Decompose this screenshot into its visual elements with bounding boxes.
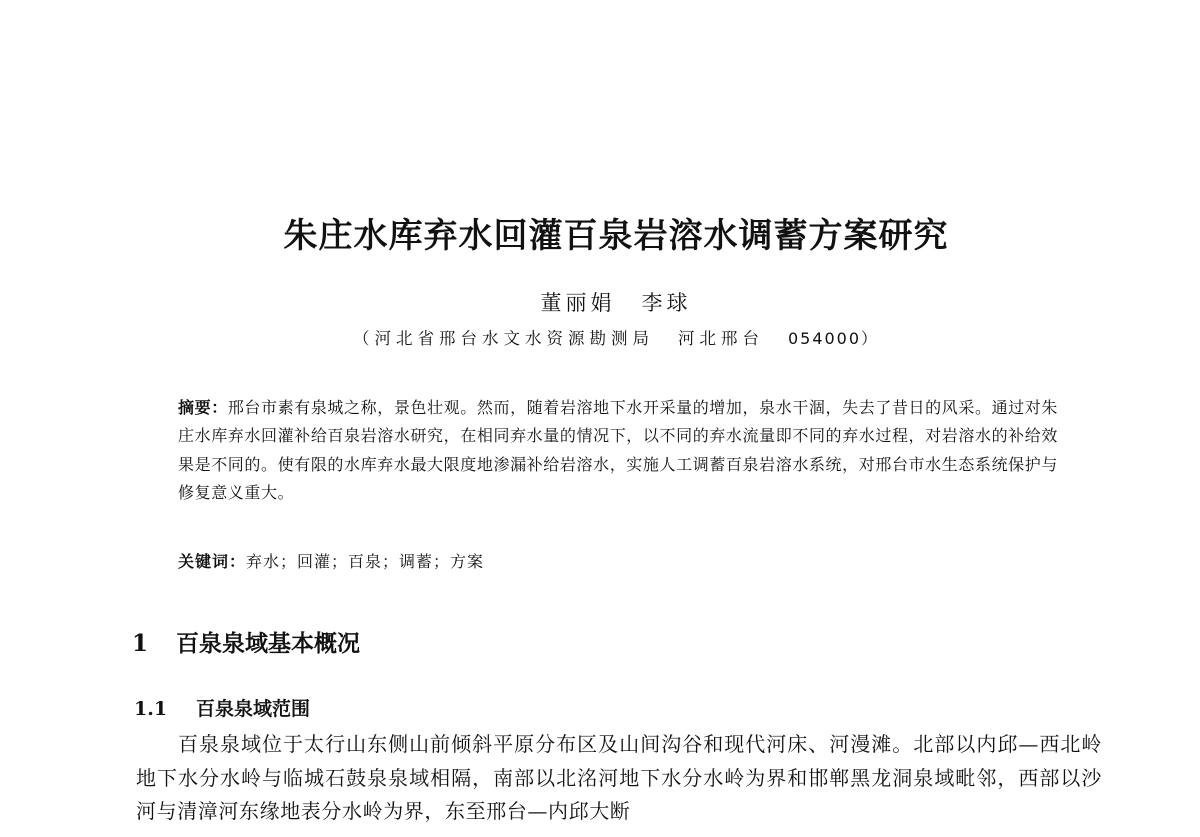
subsection-title: 百泉泉域范围: [196, 698, 311, 720]
abstract-label: 摘要：: [178, 398, 228, 417]
body-paragraph: 百泉泉域位于太行山东侧山前倾斜平原分布区及山间沟谷和现代河床、河漫滩。北部以内邱—西北岭地下水分水岭与临城石鼓泉泉域相隔，南部以北洺河地下水分水岭为界和邯郸黑龙洞泉域毗邻，西部以沙河与清漳河东缘地表分水岭为界，东至邢台—内邱大断: [136, 732, 1102, 823]
subsection-number: 1.1: [134, 698, 168, 720]
subsection-heading: [134, 694, 310, 724]
keywords: [178, 548, 1058, 576]
affiliation-org: （河北省邢台水文水资源勘测局: [352, 329, 654, 348]
author-name: 李球: [641, 291, 692, 315]
keywords-label: 关键词：: [178, 552, 247, 571]
author-name: 董丽娟: [540, 291, 616, 315]
affiliation-city: 河北邢台: [677, 329, 764, 348]
abstract: [178, 394, 1058, 507]
affiliation: [0, 326, 1200, 352]
affiliation-postcode: 054000）: [787, 329, 880, 348]
section-number: 1: [132, 630, 149, 657]
abstract-text: 邢台市素有泉城之称，景色壮观。然而，随着岩溶地下水开采量的增加，泉水干涸，失去了昔日的风采。通过对朱庄水库弃水回灌补给百泉岩溶水研究，在相同弃水量的情况下，以不同的弃水流量即不同的弃水过程，对岩溶水的补给效果是不同的。使有限的水库弃水最大限度地渗漏补给岩溶水，实施人工调蓄百泉岩溶水系统，对邢台市水生态系统保护与修复意义重大。: [178, 398, 1058, 502]
section-title: 百泉泉域基本概况: [176, 630, 360, 657]
author-line: [0, 288, 1200, 318]
keywords-text: 弃水；回灌；百泉；调蓄；方案: [246, 552, 485, 571]
paper-title: 朱庄水库弃水回灌百泉岩溶水调蓄方案研究: [283, 216, 949, 256]
section-heading: [132, 627, 360, 661]
